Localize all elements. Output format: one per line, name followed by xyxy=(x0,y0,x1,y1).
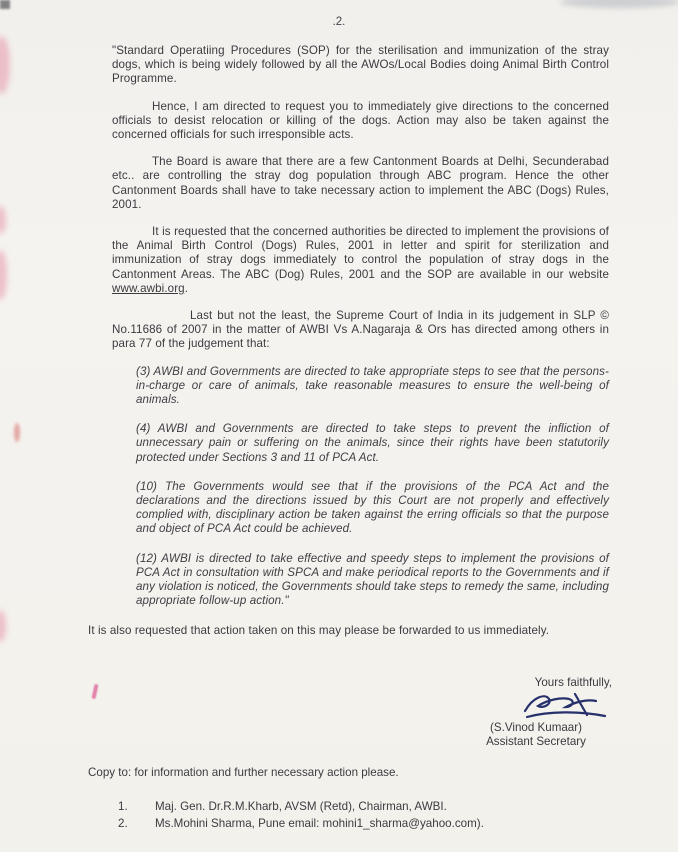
scan-artifact xyxy=(0,36,10,94)
list-item-number: 2. xyxy=(118,817,128,831)
signature-image xyxy=(517,689,612,725)
signatory-name: (S.Vinod Kumaar) xyxy=(490,720,582,734)
paragraph-abc-rules xyxy=(112,225,609,296)
closing-request-line: It is also requested that action taken on this may please be forwarded to us immediately. xyxy=(88,623,550,637)
judgement-quote-12: (12) AWBI is directed to take effective and speedy steps to implement the provisions of PCA Act in consultation with SPCA and make periodical reports to the Governments and if any violation is noticed, the Governments should take steps to remedy the same, including appropriate follow-up action." xyxy=(136,551,609,608)
paragraph-sop: "Standard Operatiing Procedures (SOP) for the sterilisation and immunization of the stray dogs, which is being widely followed by all the AWOs/Local Bodies doing Animal Birth Control Programme. xyxy=(112,44,609,86)
pen-mark-artifact xyxy=(91,684,98,700)
paragraph-supreme-court: Last but not the least, the Supreme Court of India in its judgement in SLP © No.11686 of 2007 in the matter of AWBI Vs A.Nagaraja & Ors has directed among others in para 77 of the judgement that: xyxy=(112,309,609,351)
page-number: .2. xyxy=(332,16,346,28)
list-item xyxy=(88,800,608,814)
paragraph-abc-rules-period: . xyxy=(184,281,189,295)
list-item-number: 1. xyxy=(118,800,128,814)
scan-artifact xyxy=(560,0,678,8)
judgement-quote-3: (3) AWBI and Governments are directed to take appropriate steps to see that the persons-in-charge or care of animals, take reasonable measures to ensure the well-being of animals. xyxy=(136,364,609,407)
scan-artifact xyxy=(0,610,6,642)
signatory-title: Assistant Secretary xyxy=(486,735,586,748)
copy-to-block xyxy=(88,766,608,835)
paragraph-directions: Hence, I am directed to request you to immediately give directions to the concerned officials to desist relocation or killing of the dogs. Action may also be taken against the concerned officials for such irresponsible acts. xyxy=(112,99,609,142)
judgement-quote-4: (4) AWBI and Governments are directed to take steps to prevent the infliction of unnecessary pain or suffering on the animals, since their rights have been statutorily protected under Sections 3 and 11 of PCA Act. xyxy=(136,422,609,464)
scan-artifact xyxy=(14,423,20,442)
scan-artifact xyxy=(0,250,7,300)
judgement-quote-10: (10) The Governments would see that if the provisions of the PCA Act and the declarations and the directions issued by this Court are not properly and effectively complied with, disciplinary action be taken against the erring officials so that the purpose and object of PCA Act could be achieved. xyxy=(136,479,609,536)
copy-to-line: Copy to: for information and further necessary action please. xyxy=(88,766,399,779)
website-link[interactable]: www.awbi.org xyxy=(112,281,185,295)
scan-corner-mark xyxy=(0,0,10,9)
list-item-text: Maj. Gen. Dr.R.M.Kharb, AVSM (Retd), Chairman, AWBI. xyxy=(155,800,447,814)
paragraph-cantonment-boards: The Board is aware that there are a few Cantonment Boards at Delhi, Secunderabad etc.. are controlling the stray dog population through ABC program. Hence the other Cantonment Boards shall have to take necessary action to implement the ABC (Dogs) Rules, 2001. xyxy=(112,155,609,211)
signature-block xyxy=(456,676,616,750)
scan-artifact xyxy=(0,206,6,234)
paragraph-abc-rules-text: It is requested that the concerned authorities be directed to implement the provisions of the Animal Birth Control (Dogs) Rules, 2001 in letter and spirit for sterilization and immunization of stray dogs immediately to control the population of stray dogs in the Cantonment Areas. The ABC (Dog) Rules, 2001 and the SOP are available in our website xyxy=(112,225,609,281)
list-item xyxy=(88,817,608,831)
letter-body xyxy=(88,44,609,651)
valediction: Yours faithfully, xyxy=(534,676,612,689)
list-item-text: Ms.Mohini Sharma, Pune email: mohini1_sharma@yahoo.com). xyxy=(155,817,484,831)
copy-list xyxy=(88,800,608,831)
